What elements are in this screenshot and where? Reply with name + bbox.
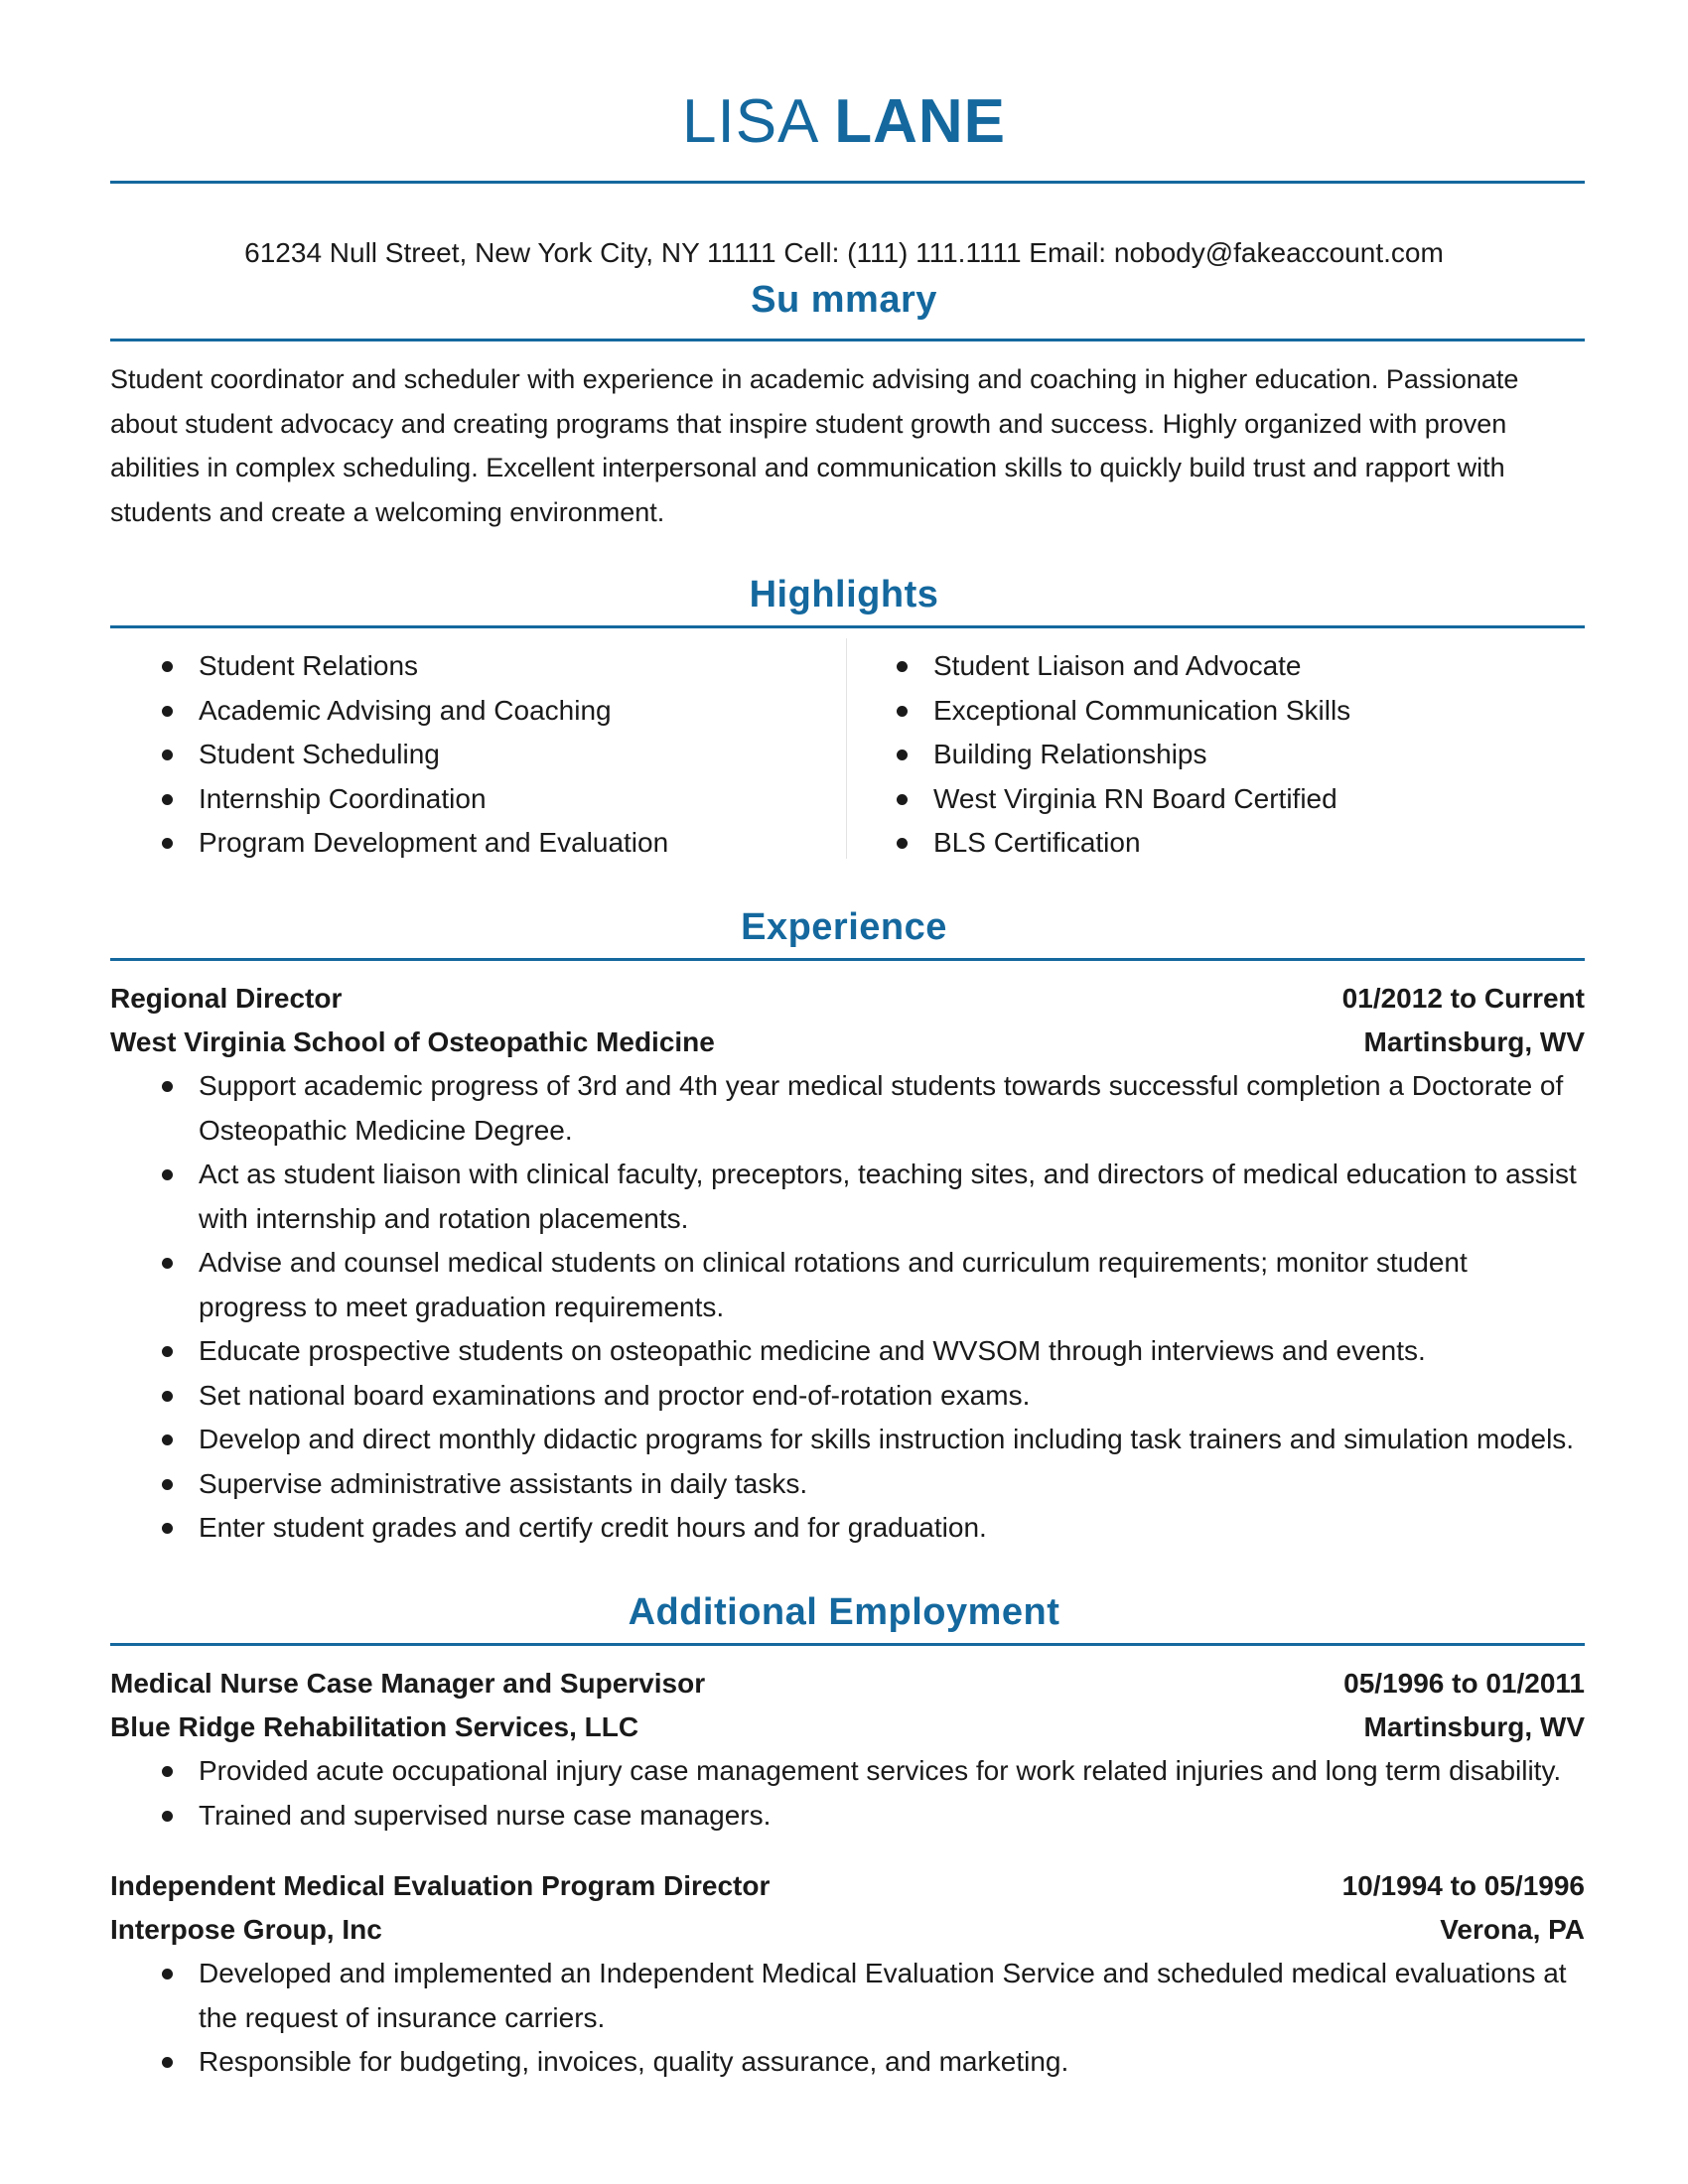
job-position: Independent Medical Evaluation Program Director [110, 1870, 771, 1901]
highlights-left-list [199, 644, 834, 866]
job-bullets [199, 1064, 1589, 1551]
highlights-divider [110, 625, 1585, 628]
header-divider [110, 181, 1585, 184]
job-location: Martinsburg, WV [1363, 1026, 1585, 1057]
job-bullet: Act as student liaison with clinical faculty, preceptors, teaching sites, and directors of medical education to assist with internship and rotation placements. [199, 1153, 1589, 1241]
job-position: Regional Director [110, 983, 343, 1014]
additional-employment-divider [110, 1643, 1585, 1646]
job-company: Interpose Group, Inc [110, 1914, 382, 1945]
first-name: LISA [681, 87, 816, 156]
contact-info: 61234 Null Street, New York City, NY 11111 Cell: (111) 111.1111 Email: nobody@fakeaccount.com [244, 237, 1444, 268]
job-bullet: Responsible for budgeting, invoices, quality assurance, and marketing. [199, 2040, 1589, 2085]
highlight-item: Building Relationships [933, 733, 1569, 777]
job-bullet: Supervise administrative assistants in daily tasks. [199, 1462, 1589, 1507]
job-bullet: Develop and direct monthly didactic programs for skills instruction including task trainers and simulation models. [199, 1418, 1589, 1462]
job-dates: 05/1996 to 01/2011 [1343, 1668, 1585, 1699]
highlight-item: Exceptional Communication Skills [933, 689, 1569, 734]
summary-text: Student coordinator and scheduler with experience in academic advising and coaching in higher education. Passionate about student advocacy and creating programs that inspire student growth and success. Highly organized with proven abilities in complex scheduling. Excellent interpersonal and communication skills to quickly build trust and rapport with students and create a welcoming environment. [110, 364, 1519, 527]
job-bullet: Set national board examinations and proctor end-of-rotation exams. [199, 1374, 1589, 1419]
highlights-heading: Highlights [749, 574, 939, 615]
highlight-item: Student Relations [199, 644, 834, 689]
highlight-item: West Virginia RN Board Certified [933, 777, 1569, 822]
job-location: Verona, PA [1440, 1914, 1585, 1945]
job-bullet: Provided acute occupational injury case management services for work related injuries and long term disability. [199, 1749, 1589, 1794]
summary-divider [110, 339, 1585, 341]
job-bullet: Developed and implemented an Independent Medical Evaluation Service and scheduled medical evaluations at the request of insurance carriers. [199, 1952, 1589, 2040]
highlight-item: Program Development and Evaluation [199, 821, 834, 866]
job-bullets [199, 1952, 1589, 2085]
additional-employment-heading: Additional Employment [628, 1591, 1060, 1633]
summary-heading: Su mmary [751, 279, 937, 321]
job-location: Martinsburg, WV [1363, 1711, 1585, 1742]
job-bullet: Support academic progress of 3rd and 4th year medical students towards successful completion a Doctorate of Osteopathic Medicine Degree. [199, 1064, 1589, 1153]
experience-heading: Experience [741, 906, 947, 948]
job-bullet: Enter student grades and certify credit hours and for graduation. [199, 1506, 1589, 1551]
highlight-item: Internship Coordination [199, 777, 834, 822]
highlight-item: Student Scheduling [199, 733, 834, 777]
highlight-item: Student Liaison and Advocate [933, 644, 1569, 689]
highlights-right-list [933, 644, 1569, 866]
highlight-item: BLS Certification [933, 821, 1569, 866]
job-company: Blue Ridge Rehabilitation Services, LLC [110, 1711, 639, 1742]
job-dates: 10/1994 to 05/1996 [1341, 1870, 1585, 1901]
highlights-column-divider [846, 638, 847, 859]
job-position: Medical Nurse Case Manager and Supervisor [110, 1668, 706, 1699]
job-bullet: Educate prospective students on osteopathic medicine and WVSOM through interviews and events. [199, 1329, 1589, 1374]
job-company: West Virginia School of Osteopathic Medicine [110, 1026, 715, 1057]
job-bullet: Trained and supervised nurse case managers. [199, 1794, 1589, 1839]
job-dates: 01/2012 to Current [1341, 983, 1585, 1014]
experience-divider [110, 958, 1585, 961]
last-name: LANE [834, 87, 1006, 156]
job-bullet: Advise and counsel medical students on clinical rotations and curriculum requirements; monitor student progress to meet graduation requirements. [199, 1241, 1589, 1329]
highlight-item: Academic Advising and Coaching [199, 689, 834, 734]
candidate-name [0, 84, 1688, 159]
job-bullets [199, 1749, 1589, 1838]
